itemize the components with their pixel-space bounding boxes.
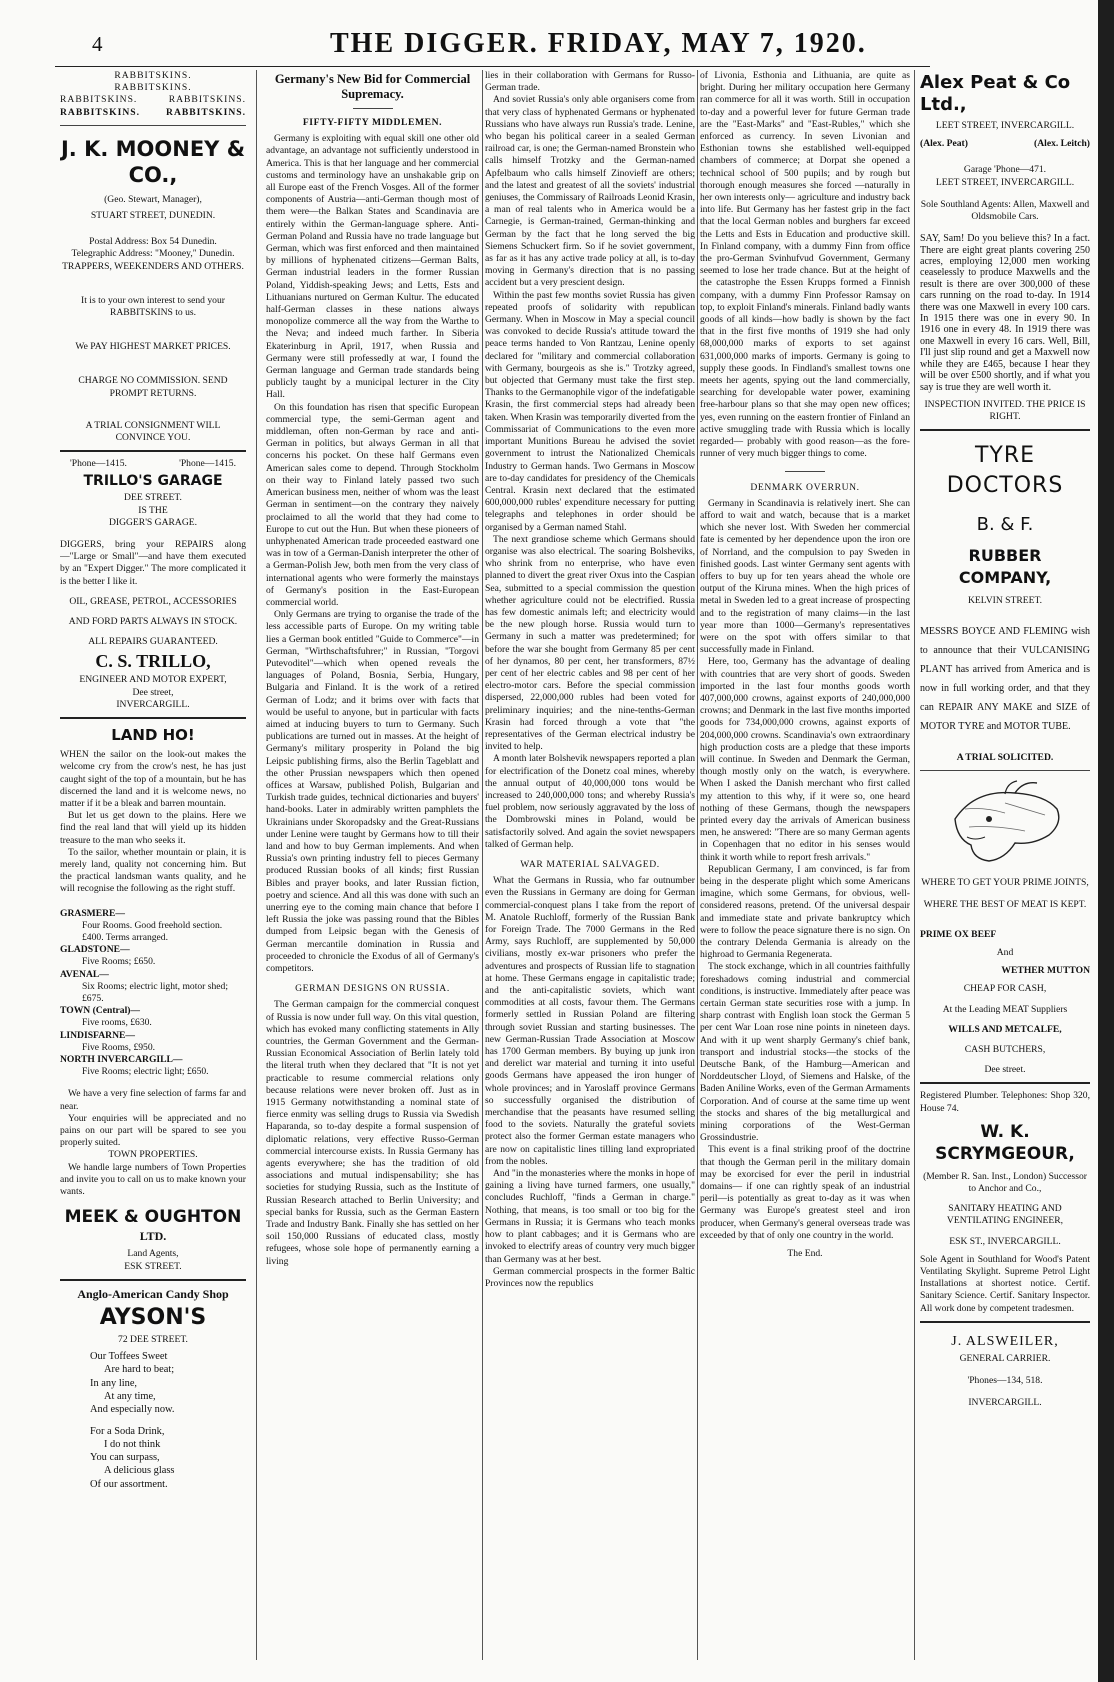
mooney-postal: Postal Address: Box 54 Dunedin. xyxy=(89,236,217,248)
tyre-trial: A TRIAL SOLICITED. xyxy=(956,751,1054,763)
trillo-garage-name: TRILLO'S GARAGE xyxy=(83,473,223,490)
meat-dee: Dee street. xyxy=(984,1064,1026,1076)
trillo-body: DIGGERS, bring your REPAIRS along —"Large or Small"—and have them executed by an "Expert Digger." The more complicated it is the better I like it. xyxy=(60,539,246,587)
alex-peat-name: Alex Peat & Co Ltd., xyxy=(920,72,1071,115)
alsweiler-role: GENERAL CARRIER. xyxy=(959,1352,1051,1364)
ox-head-icon xyxy=(945,779,1065,865)
alsweiler-town: INVERCARGILL. xyxy=(968,1397,1042,1409)
scrymgeour-name: W. K. SCRYMGEOUR, xyxy=(935,1121,1075,1164)
article-paragraph: German commercial prospects in the former Baltic Provinces now the republics xyxy=(485,1265,695,1289)
article-paragraph: Here, too, Germany has the advantage of dealing with countries that are very short of goods. Sweden imported in the last four months goods worth 407,000,000 crowns, against exports of 240,000,000 crowns; and Denmark in the last five months imported goods for 734,000,000 crowns, against exports of 204,000,000 crowns. Scandinavia's own extraordinary high production costs are a pledge that these imports will continue. In Sweden and Denmark the German, though mostly only on the watch, is everywhere. When I asked the Danish merchant who first called my attention to this why, if it were so, one heard nothing of these Germans, though the newspapers printed every day the arrivals of American business men, he answered: "There are so many German agents in Copenhagen that no editor in his senses would think it worth while to report fresh arrivals." xyxy=(700,656,910,863)
rubber-company-name: RUBBER COMPANY, xyxy=(958,546,1052,588)
poem-line xyxy=(60,1417,246,1425)
article-paragraph: The German campaign for the commercial conquest of Russia is now under full way. On this vital question, which has evoked many conflicting statements in Ally countries, the German Government and the German-Russian Economical Association of Berlin lately told the literal truth when they declared that "It is not yet practicable to resume commercial relations only because relations were never broken off. Just as in 1915 Germany notwithstanding a nominal state of fierce enmity was selling drugs to Russia via Swedish Haparanda, so to-day despite a formal suspension of diplomatic relations, very effective Russo-German commercial intercourse exists. In Russia Germany has agents everywhere; she has the tradition of old associations and mutual indispensability; she has societies for studying Russia, such as the Institute of Russian Research attached to Berlin University; and special banks for Russia, such as the German Eastern Trade and Industry Bank. Finally she has settled on her soil 150,000 Russians of educated class, mostly refugees, whose sole hope of permanently earning a living xyxy=(266,999,479,1267)
article-subheading: DENMARK OVERRUN. xyxy=(750,481,860,493)
trillo-phone: 'Phone—1415. xyxy=(179,458,236,470)
alex-signature: (Alex. Peat) xyxy=(920,138,968,150)
column-4-article xyxy=(700,70,910,1660)
land-paragraph: We handle large numbers of Town Properties and invite you to call on us to make known your wants. xyxy=(60,1161,246,1197)
mooney-manager: (Geo. Stewart, Manager), xyxy=(104,193,202,205)
trillo-ford: AND FORD PARTS ALWAYS IN STOCK. xyxy=(68,616,238,628)
meat-prime-ox: PRIME OX BEEF xyxy=(920,928,997,940)
land-paragraph: To the sailor, whether mountain or plain, it is merely land, quality not concerning him. But the practical landsman wants quality, and he will recognise the following as the right stuff. xyxy=(60,846,246,895)
poem-line: Of our assortment. xyxy=(90,1478,168,1490)
trillo-is-the: IS THE xyxy=(138,504,168,516)
page-number: 4 xyxy=(92,32,103,56)
listing-detail: Four Rooms. Good freehold section. £400. Terms arranged. xyxy=(82,919,223,943)
column-divider xyxy=(914,70,915,1660)
meat-wether: WETHER MUTTON xyxy=(1001,965,1090,977)
land-paragraph: WHEN the sailor on the look-out makes the welcome cry from the crow's nest, he has just caught sight of the top of a mountain, but he has discerned the land and it is welcome news, no matter if it be a bleak and barren mountain. xyxy=(60,749,246,809)
meek-ltd: LTD. xyxy=(139,1229,167,1244)
tyre-doctors-heading: TYRE DOCTORS xyxy=(946,443,1064,499)
rabbitskins-line: RABBITSKINS. xyxy=(60,94,138,106)
article-heading: Germany's New Bid for Commercial Supremacy. xyxy=(274,72,471,101)
article-paragraph: of Livonia, Esthonia and Lithuania, are quite as bright. During her military occupation here Germany ran commerce for all it was worth. Still in occupation to-day and a powerful lever for future German trade are the "East-Marks" and "East-Rubles," which she enforced as currency. In seven Livonian and Esthonian towns she established well-equipped chambers of commerce; at Dorpat she opened a technical school of 500 pupils; and by rough but thorough enough measures she forced —naturally in her own interests only— agriculture and industry back into life. But Germany has her fastest grip in the fact that the local German nobles and burghers far exceed the Letts and Ests in Education and productive skill. In Finland company, with a dummy Finn from office the pro-German Svinhufvud Government, Germany seemed to lose her trade chance. But at the height of the catastrophe the Essen Krupps formed a Finnish company, with a dummy Finn Professor Ramsay on top, to exploit Finland's minerals. Finland badly wants goods of all kinds—how badly is shown by the fact that in the first five months of 1919 she had only 68,000,000 marks of exports to set against 631,000,000 marks of imports. Germany is going to supply these goods. In Findland's smallest towns one meets her agents, spying out the land commercially, searching for developable water power, examining free-harbour plans so that she may open new offices; yes, even running on the eastern frontier of Finland an active smuggling trade with Russia which is locally regarded— probably with good reason—as the fore-runner of very much bigger things to come. xyxy=(700,70,910,460)
trillo-phone: 'Phone—1415. xyxy=(70,458,127,470)
meek-oughton-name: MEEK & OUGHTON xyxy=(64,1207,242,1228)
poem-line: Are hard to beat; xyxy=(104,1364,175,1376)
poem-line: You can surpass, xyxy=(90,1452,160,1464)
trillo-street: DEE STREET. xyxy=(124,492,182,504)
poem-line: Our Toffees Sweet xyxy=(90,1351,168,1363)
poem-line: For a Soda Drink, xyxy=(90,1425,165,1437)
article-paragraph: Republican Germany, I am convinced, is far from being in the desperate plight which some Americans imagine, which some Germans, for obvious, well-considered reasons, pretend. Of the universal despair and immediate state and private bankruptcy which were to follow the peace signature there is no sign. On the contrary Delenda Germania is already on the highroad to Germania Regenerata. xyxy=(700,863,910,961)
rabbitskins-line: RABBITSKINS. xyxy=(114,70,192,81)
page-edge-shadow xyxy=(1098,0,1114,1682)
alex-street-2: LEET STREET, INVERCARGILL. xyxy=(935,176,1075,188)
scrymgeour-sanitary: SANITARY HEATING AND VENTILATING ENGINEER, xyxy=(946,1203,1064,1227)
alex-signature: (Alex. Leitch) xyxy=(1034,138,1090,150)
article-subheading: WAR MATERIAL SALVAGED. xyxy=(520,859,660,870)
rabbitskins-line: RABBITSKINS. xyxy=(166,106,246,118)
column-3-article xyxy=(485,70,695,1660)
listing-name: LINDISFARNE— xyxy=(60,1029,135,1041)
land-ho-heading: LAND HO! xyxy=(111,726,195,745)
meat-and: And xyxy=(996,946,1014,958)
mooney-street: STUART STREET, DUNEDIN. xyxy=(90,210,216,222)
trillo-expert: ENGINEER AND MOTOR EXPERT, xyxy=(79,674,227,686)
meat-wills-metcalfe: WILLS AND METCALFE, xyxy=(948,1023,1062,1035)
aysons-street: 72 DEE STREET. xyxy=(118,1333,188,1345)
article-paragraph: Germany is exploiting with equal skill one other old advantage, an advantage not sufficiently understood in America. This is that her language and her commercial customs and terminology have an unshakable grip on all Europe east of the French Vosges. All of the former components of Austria—anti-German though most of them were—the Balkan States and Scandinavia are entirely within the German-language sphere. Anti-German Poland and Russia have no trade language but German, which was first enforced and then maintained by millions of hyphenated citizens—German Balts, German industrial leaders in the former Russian Poland, Yiddish-speaking Jews; and Letts, Ests and Lithuanians nurtured on German Kultur. The educated half-German classes in these nations always monopolize commerce all the way from the Warthe to the Neva; and indeed much farther. In Siberia Ekaterinburg in April, 1917, when Russia and Germany were still professedly at war, I found the German language and German trade standards being publicly taught by a municipal lecturer in the City Hall. xyxy=(266,133,479,401)
kelvin-street: KELVIN STREET. xyxy=(967,595,1043,607)
poem-line: At any time, xyxy=(104,1390,156,1402)
column-2-article xyxy=(266,70,479,1660)
alsweiler-phones: 'Phones—134, 518. xyxy=(967,1374,1043,1386)
masthead-rule xyxy=(55,66,930,67)
bf-name: B. & F. xyxy=(976,514,1034,536)
mooney-charge: CHARGE NO COMMISSION. SEND PROMPT RETURNS. xyxy=(78,375,228,399)
masthead xyxy=(0,28,1114,62)
trillo-signature: C. S. TRILLO, xyxy=(95,651,211,672)
land-paragraph: Your enquiries will be appreciated and no pains on our part will be spared to see you properly suited. xyxy=(60,1112,246,1149)
article-paragraph: And "in the monasteries where the monks in hope of gaining a living have turned farmers, one usually," concludes Ruchloff, "finds a German in charge." Nothing, that means, is too small or too big for the Germans in Russia; it is Germans who teach monks how to plant cabbages; and it is Germans who are invoked to electrify areas of country very much bigger than Germany was at her best. xyxy=(485,1168,695,1265)
scrymgeour-member: (Member R. San. Inst., London) Successor to Anchor and Co., xyxy=(923,1170,1087,1194)
mooney-trial: A TRIAL CONSIGNMENT WILL CONVINCE YOU. xyxy=(85,419,221,444)
rabbitskins-line: RABBITSKINS. xyxy=(60,106,140,118)
land-paragraph: We have a very fine selection of farms far and near. xyxy=(60,1088,246,1112)
trillo-town: INVERCARGILL. xyxy=(116,698,190,710)
alex-agents: Sole Southland Agents: Allen, Maxwell and Oldsmobile Cars. xyxy=(920,198,1090,223)
rabbitskins-line: RABBITSKINS. xyxy=(114,82,192,94)
meek-agents: Land Agents, xyxy=(127,1248,179,1260)
meat-butchers: CASH BUTCHERS, xyxy=(964,1043,1046,1055)
listing-name: GLADSTONE— xyxy=(60,944,130,956)
mooney-pay: We PAY HIGHEST MARKET PRICES. xyxy=(75,341,231,353)
article-paragraph: This event is a final striking proof of the doctrine that though the German peril in the military domain may be exorcised for ever the peril in industrial domains— if one can rightly speak of an industrial peril—is potentially as great to-day as it was when Germany was Europe's greatest steel and iron producer, when Germany's general overseas trade was exceeded by that of only one country in the world. xyxy=(700,1144,910,1241)
poem-line: A delicious glass xyxy=(104,1465,175,1477)
scrymgeour-body: Sole Agent in Southland for Wood's Patent Ventilating Skylight. Supreme Petrol Light Installations at shortest notice. Certif. Sanitary Science. Certif. Sanitary Inspector. All work done by competent tradesmen. xyxy=(920,1253,1090,1314)
article-subheading: FIFTY-FIFTY MIDDLEMEN. xyxy=(302,117,443,128)
alsweiler-name: J. ALSWEILER, xyxy=(951,1333,1059,1349)
alex-inspection: INSPECTION INVITED. THE PRICE IS RIGHT. xyxy=(924,398,1086,423)
land-paragraph: But let us get down to the plains. Here we find the real land that will yield up its hidden treasure to the man who seeks it. xyxy=(60,810,246,846)
article-paragraph: And soviet Russia's only able organisers come from that very class of hyphenated Germans or hyphenated Russians who have always run Russia's trade. Lenine, who began his political career in a sealed German railroad car, is one; the German-named Bronstein who calls himself Trotzky and the German-named Apfelbaum who calls himself Zinovieff are others; and the latest and greatest of all the soviets' industrial geniuses, the Commissary of Railroads Leonid Krasin, a man of real talents who in America would be a Carnegie, is German-trained, German-thinking and German by the fact that he long served the big Siemens Schuckert firm. So if he soviet government, as far as it has any active trade policy at all, is to-day moving in Germany's direction that is no passing accident but a very prescient design. xyxy=(485,94,695,289)
article-paragraph: Germany in Scandinavia is relatively inert. She can afford to wait and watch, because that is a market which she never lost. With Sweden her commercial fate is cemented by her dependence upon the iron ore of Norrland, and the compulsion to pay Sweden in finished goods. Last winter Germany sent agents with offers to buy up for ten years ahead the whole ore output of the Kiruna mines. When the high prices of metal in Sweden led to a great increase of prospecting and to the registration of many claims—in the last year more than 1000—Germany's representatives were on the spot with offers similar to that successfully made in Finland. xyxy=(700,497,910,656)
article-paragraph: What the Germans in Russia, who far outnumber even the Russians in Germany are doing for German commercial-conquest plans I take from the report of M. Anatole Ruchloff, formerly of the Russian Bank for Foreign Trade. The 7000 Germans in the Red Army, says Ruchloff, are supplemented by 50,000 civilians, mostly ex-war prisoners who prefer the adventures and prospects of Russian life to stagnation at home. These Germans engage in capitalistic trade; and the anti-capitalistic soviets, which want commodities at all costs, favour them. The Germans formerly settled in Russian Poland are filtering through soviet Russian and starting businesses. The new German-Russian Trade Association at Moscow has 1700 German members. By buying up junk iron and derelict war material and turning it into useful goods Germans have appeased the iron hunger of whole provinces; and in Yaroslaff province Germans so successfully organised the distribution of merchandise that the peasants have resumed selling food to the soviets. Naturally the grateful soviets protect also the former German estate managers who are now on capitalistic lines tilling land expropriated from the nobles. xyxy=(485,875,695,1167)
trillo-dee: Dee street, xyxy=(132,686,174,698)
mooney-telegraphic: Telegraphic Address: "Mooney," Dunedin. xyxy=(71,248,235,260)
column-1-advertisements xyxy=(60,70,246,1660)
meat-where: WHERE THE BEST OF MEAT IS KEPT. xyxy=(923,898,1087,910)
alex-street: LEET STREET, INVERCARGILL. xyxy=(935,120,1075,131)
meat-leading: At the Leading MEAT Suppliers xyxy=(942,1003,1068,1015)
article-paragraph: lies in their collaboration with Germans for Russo-German trade. xyxy=(485,70,695,94)
rabbitskins-line: RABBITSKINS. xyxy=(168,94,246,106)
article-paragraph: Within the past few months soviet Russia has given repeated proofs of solidarity with republican Germany. When in Moscow in May a special council was convoked to decide Russia's attitude toward the peace terms handed to Von Rantzau, Lenine openly declared for "military and commercial collaboration with Germany, bourgeois as she is." Trotzky agreed, but objected that Germany must take the first step. Thanks to the Germanophile vigor of the indefatigable Krasin, the first commercial steps had already been taken. When Krasin was temporarily diverted from the Commissariat of Communications to the even more important Munitions Bureau he advised the soviet government to intrust the Nationalized Chemicals Industry to German hands. Two Germans in Moscow are to-day candidates for presidency of the Chemicals Central. Krasin next declared that the estimated 600,000,000 rubles' expenditure necessary for putting telegraphs and telephones in order should be organised by a German named Stahl. xyxy=(485,289,695,533)
listing-detail: Five Rooms, £950. xyxy=(82,1041,156,1053)
meat-heading: WHERE TO GET YOUR PRIME JOINTS, xyxy=(921,876,1089,888)
article-paragraph: A month later Bolshevik newspapers reported a plan for electrification of the Donetz coal mines, whereby the annual output of 40,000,000 tons would be increased to 240,000,000 tons; and whereby Russia's fuel problem, now seriously aggravated by the loss of the Dombrowski mines in Poland, would be satisfactorily solved. And again the soviet newspapers talked of German help. xyxy=(485,753,695,850)
article-paragraph: Only Germans are trying to organise the trade of the less accessible parts of Europe. On my writing table lies a German book entitled "Guide to Commerce"—in German, "Wirthschaftsfuhrer;" in Russian, "Torgovi Putevoditel"—which when opened reveals the languages of Poland, Bosnia, Serbia, Hungary, Bulgaria and Finland. It is the work of a retired German of Lodz; and it brims over with facts that would be useful to anyone, but in particular with facts aimed at inducing buyers to turn to Germany. Such publications are turned out in masses. At the height of Germany's military prosperity in Poland the big Leipsic publishing firms, also the Berlin Tageblatt and the other Prussian newspapers which then opened offices at Warsaw, published Polish, Bulgarian and Turkish trade guides, technical dictionaries and buyers' hand-books. Later in admirably written pamphlets the Ukrainians under Skoropadsky and the Great-Russians under Lenine were taught by Germans how to till their land and how to buy German implements. And when Russia's own printing industry fell to pieces Germany produced Russian books of all kinds; first Russian Bibles and prayer books, and later Russian fiction, poetry and science. And all this was done with such an unerring eye to the coming main chance that before I left Russia the joke was passing round that the Bibles dumped from Leipsic began with the Genesis of German mercantile domination in Russia and proceeded to chronicle the Exodus of all of Germany's competitors. xyxy=(266,609,479,975)
listing-name: TOWN (Central)— xyxy=(60,1005,141,1017)
town-properties: TOWN PROPERTIES. xyxy=(108,1149,198,1161)
meat-cheap: CHEAP FOR CASH, xyxy=(963,983,1047,995)
property-listings xyxy=(60,908,246,1079)
article-paragraph: On this foundation has risen that specific European commercial type, the semi-German agent and middleman, often non-German by race and anti-German in politics, but always German in all that concerns his pocket. On these half Germans even American sales come to depend. Through Stockholm on their way to Finland lately passed two such American business men, neither of whom was the least German in sentiment—on the contrary they naively proclaimed to all the world that they had come to Europe to cut out the Hun. But when these pioneers of unhyphenated American trade proceeded eastward one was in tow of a German-Danish interpreter the other of a German-Polish Jew, both men from the very class of international agents who were formerly the mainstays of Germany's position in the East-European commercial world. xyxy=(266,401,479,608)
plumber-line: Registered Plumber. Telephones: Shop 320, House 74. xyxy=(920,1090,1090,1114)
candy-poem xyxy=(60,1350,246,1491)
listing-name: GRASMERE— xyxy=(60,907,126,919)
newspaper-title: THE DIGGER. FRIDAY, MAY 7, 1920. xyxy=(330,28,867,59)
trillo-diggers-garage: DIGGER'S GARAGE. xyxy=(108,516,198,528)
listing-name: AVENAL— xyxy=(60,968,109,980)
listing-detail: Five Rooms; electric light; £650. xyxy=(82,1066,209,1078)
listing-detail: Five rooms, £630. xyxy=(82,1017,152,1029)
scrymgeour-esk: ESK ST., INVERCARGILL. xyxy=(949,1235,1061,1247)
trillo-oil: OIL, GREASE, PETROL, ACCESSORIES xyxy=(69,595,237,607)
listing-detail: Six Rooms; electric light, motor shed; £675. xyxy=(82,980,229,1004)
trillo-repairs: ALL REPAIRS GUARANTEED. xyxy=(88,636,218,648)
poem-line: In any line, xyxy=(90,1377,138,1389)
mooney-interest: It is to your own interest to send your RABBITSKINS to us. xyxy=(81,294,225,319)
mooney-company-name: J. K. MOONEY & CO., xyxy=(60,136,246,187)
column-divider xyxy=(697,70,698,1660)
column-5-advertisements xyxy=(920,70,1090,1660)
article-subheading: GERMAN DESIGNS ON RUSSIA. xyxy=(295,983,450,995)
listing-name: NORTH INVERCARGILL— xyxy=(60,1053,183,1065)
article-paragraph: The next grandiose scheme which Germans should organise was also electrical. The soaring Bolsheviks, who shrink from no enterprise, who have even planned to divert the great river Oxus into the Caspian Sea, submitted to a special commission the question whether agriculture could not be electrified. Russia has few domestic animals left; and electricity would be the new plough horse. Russia would turn to Germany in such a matter was predetermined; for before the war she bought from Germany 85 per cent of her dynamos, 80 per cent, her transformers, 87½ per cent of her electric cables and 98 per cent of her electro-motor cars. Before the special commission dispersed, 22,000,000 rubles had been voted for preliminary inquiries; and the nine-tenths-German Krasin had forced through a vote that "the representatives of the German electrical industry be invited to help. xyxy=(485,533,695,753)
mooney-trappers: TRAPPERS, WEEKENDERS AND OTHERS. xyxy=(62,260,244,272)
alex-maxwell-advert: SAY, Sam! Do you believe this? In a fact. There are eight great plants covering 250 acres, employing 12,000 men working ceaselessly to produce Maxwells and the result is there are over 300,000 of these cars running on the road to-day. In 1914 there was one Maxwell in every 100 cars. In 1915 there was one in every 90. In 1916 one in every 48. In 1919 there was one Maxwell in every 16 cars. Well, Bill, I'll just slip round and get a Maxwell now while they are £465, because I hear they will be over £500 shortly, and if what you say is true they are well worth it. xyxy=(920,233,1090,393)
candy-shop-heading: Anglo-American Candy Shop xyxy=(77,1286,229,1301)
tyre-body: MESSRS BOYCE AND FLEMING wish to announce that their VULCANISING PLANT has arrived from America and is now in full working order, and that they can REPAIR ANY MAKE and SIZE of MOTOR TYRE and MOTOR TUBE. xyxy=(920,625,1090,732)
column-divider xyxy=(482,70,483,1660)
poem-line: I do not think xyxy=(104,1438,161,1450)
aysons-name: AYSON'S xyxy=(99,1304,207,1330)
article-paragraph: The stock exchange, which in all countries faithfully foreshadows coming industrial and commercial conditions, is instructive. Immediately after peace was certain German state securities rose with a jump. In sharp contrast with English loan stock the German 5 per cent War Loan rose nine points in nineteen days. And with it up went sharply Germany's chief bank, transport and industrial stocks—the stocks of the Deutsche Bank, of the Hamburg—American and Norddeutscher Lloyd, of Siemens and Halske, of the Baden Aniline Works, even of the German Armaments Corporation. And of course at the same time up went the stocks and shares of the big metallurgical and mining corporations of the West-German Grossindustrie. xyxy=(700,961,910,1144)
poem-line: And especially now. xyxy=(90,1404,175,1416)
alex-garage-phone: Garage 'Phone—471. xyxy=(963,164,1047,176)
column-divider xyxy=(256,70,257,1660)
meek-street: ESK STREET. xyxy=(124,1260,182,1272)
article-end: The End. xyxy=(787,1248,823,1260)
listing-detail: Five Rooms; £650. xyxy=(82,956,156,968)
